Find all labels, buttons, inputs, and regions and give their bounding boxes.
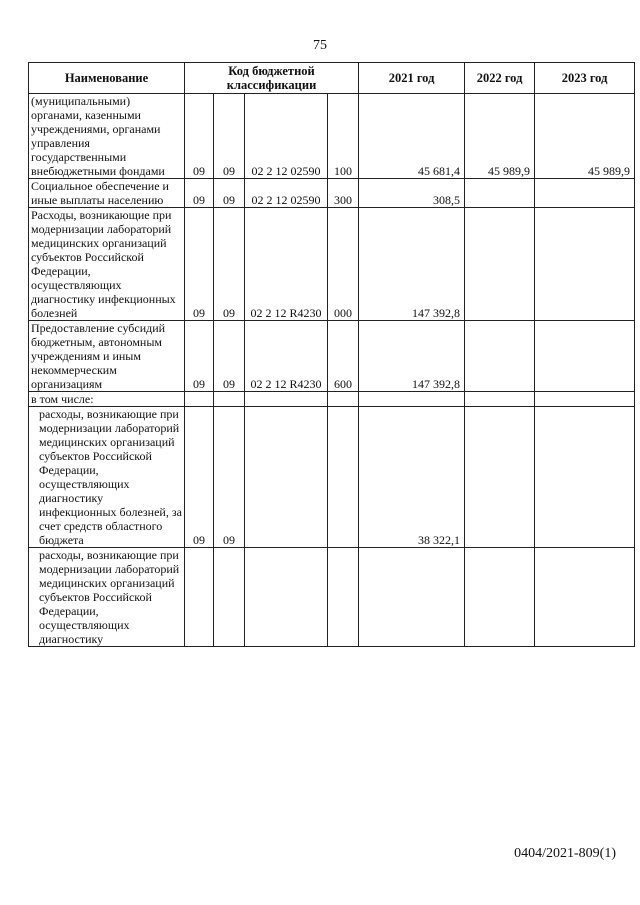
- row-code-section: [185, 548, 214, 647]
- row-code-type: 000: [328, 208, 359, 321]
- row-code-type: [328, 392, 359, 407]
- row-name: Социальное обеспечение и иные выплаты населению: [29, 179, 185, 208]
- row-code-section: 09: [185, 321, 214, 392]
- row-code-type: 100: [328, 94, 359, 179]
- table-row: [29, 548, 635, 647]
- row-code-subsection: [214, 392, 245, 407]
- row-code-article: [245, 407, 328, 548]
- header-name: Наименование: [29, 63, 185, 94]
- header-code: Код бюджетной классификации: [185, 63, 359, 94]
- row-value-2021: 308,5: [359, 179, 465, 208]
- header-2021: 2021 год: [359, 63, 465, 94]
- row-value-2022: [465, 548, 535, 647]
- row-code-section: 09: [185, 94, 214, 179]
- row-code-type: [328, 407, 359, 548]
- page-number: 75: [313, 38, 327, 53]
- table-row: [29, 208, 635, 321]
- row-value-2023: [535, 548, 635, 647]
- row-code-article: [245, 548, 328, 647]
- row-value-2022: [465, 321, 535, 392]
- row-value-2021: 45 681,4: [359, 94, 465, 179]
- row-code-section: 09: [185, 179, 214, 208]
- table-row: [29, 392, 635, 407]
- row-name: Расходы, возникающие при модернизации лабораторий медицинских организаций субъектов Российской Федерации, осуществляющих диагностику инфекционных болезней: [29, 208, 185, 321]
- header-row: [29, 63, 635, 94]
- row-code-article: [245, 392, 328, 407]
- table-row: [29, 407, 635, 548]
- header-2023: 2023 год: [535, 63, 635, 94]
- row-code-article: 02 2 12 R4230: [245, 321, 328, 392]
- row-code-subsection: [214, 548, 245, 647]
- row-code-article: 02 2 12 R4230: [245, 208, 328, 321]
- row-value-2022: [465, 208, 535, 321]
- row-code-section: 09: [185, 208, 214, 321]
- row-code-subsection: 09: [214, 321, 245, 392]
- table-row: [29, 321, 635, 392]
- table-row: [29, 179, 635, 208]
- row-code-article: 02 2 12 02590: [245, 179, 328, 208]
- row-code-section: 09: [185, 407, 214, 548]
- row-code-article: 02 2 12 02590: [245, 94, 328, 179]
- row-code-subsection: 09: [214, 208, 245, 321]
- row-value-2023: [535, 407, 635, 548]
- row-code-type: [328, 548, 359, 647]
- document-code: 0404/2021-809(1): [514, 846, 616, 861]
- row-name: Предоставление субсидий бюджетным, автономным учреждениям и иным некоммерческим организациям: [29, 321, 185, 392]
- row-value-2021: 147 392,8: [359, 208, 465, 321]
- budget-table: [28, 62, 635, 647]
- row-value-2023: [535, 208, 635, 321]
- row-name: расходы, возникающие при модернизации лабораторий медицинских организаций субъектов Российской Федерации, осуществляющих диагностику инфекционных болезней, за счет средств областного бюджета: [29, 407, 185, 548]
- row-code-section: [185, 392, 214, 407]
- row-value-2021: [359, 548, 465, 647]
- row-code-subsection: 09: [214, 179, 245, 208]
- row-value-2021: 38 322,1: [359, 407, 465, 548]
- row-value-2023: [535, 392, 635, 407]
- row-value-2022: [465, 407, 535, 548]
- row-code-subsection: 09: [214, 94, 245, 179]
- table-row: [29, 94, 635, 179]
- row-name: (муниципальными) органами, казенными учреждениями, органами управления государственными внебюджетными фондами: [29, 94, 185, 179]
- row-value-2023: 45 989,9: [535, 94, 635, 179]
- row-value-2022: [465, 392, 535, 407]
- row-name: в том числе:: [29, 392, 185, 407]
- row-value-2021: 147 392,8: [359, 321, 465, 392]
- row-code-type: 300: [328, 179, 359, 208]
- row-name: расходы, возникающие при модернизации лабораторий медицинских организаций субъектов Российской Федерации, осуществляющих диагностику: [29, 548, 185, 647]
- header-2022: 2022 год: [465, 63, 535, 94]
- row-code-subsection: 09: [214, 407, 245, 548]
- row-code-type: 600: [328, 321, 359, 392]
- row-value-2023: [535, 179, 635, 208]
- row-value-2021: [359, 392, 465, 407]
- row-value-2022: [465, 179, 535, 208]
- row-value-2022: 45 989,9: [465, 94, 535, 179]
- row-value-2023: [535, 321, 635, 392]
